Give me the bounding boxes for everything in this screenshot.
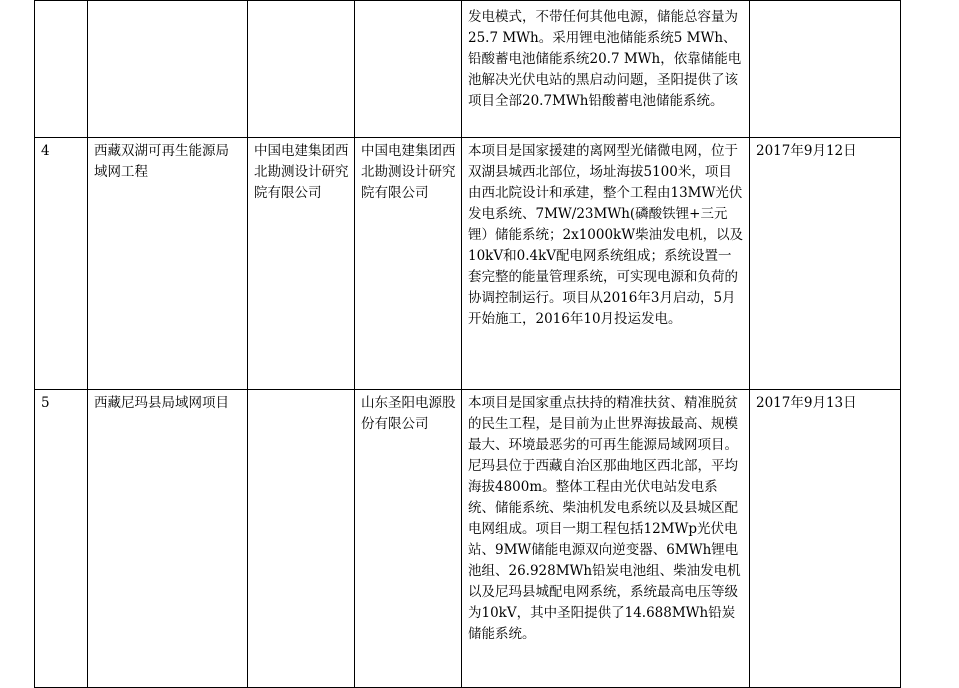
project-name-cell [88,1,248,138]
table-row [35,138,901,390]
owner-cell [248,1,355,138]
owner-cell [248,390,355,688]
date-cell: 2017年9月13日 [750,390,901,688]
description-cell: 发电模式，不带任何其他电源，储能总容量为25.7 MWh。采用锂电池储能系统5 MWh、铅酸蓄电池储能系统20.7 MWh，依靠储能电池解决光伏电站的黑启动问题，圣阳提供了该项目全部20.7MWh铅酸蓄电池储能系统。 [462,1,750,138]
description-cell: 本项目是国家重点扶持的精准扶贫、精准脱贫的民生工程，是目前为止世界海拔最高、规模最大、环境最恶劣的可再生能源局域网项目。尼玛县位于西藏自治区那曲地区西北部，平均海拔4800m。整体工程由光伏电站发电系统、储能系统、柴油机发电系统以及县城区配电网组成。项目一期工程包括12MWp光伏电站、9MW储能电源双向逆变器、6MWh锂电池组、26.928MWh铅炭电池组、柴油发电机以及尼玛县城配电网系统，系统最高电压等级为10kV，其中圣阳提供了14.688MWh铅炭储能系统。 [462,390,750,688]
contractor-cell [355,1,462,138]
project-name-cell: 西藏双湖可再生能源局域网工程 [88,138,248,390]
description-cell: 本项目是国家援建的离网型光储微电网，位于双湖县城西北部位，场址海拔5100米，项目由西北院设计和承建，整个工程由13MW光伏发电系统、7MW/23MWh(磷酸铁锂+三元锂）储能系统；2x1000kW柴油发电机，以及10kV和0.4kV配电网系统组成；系统设置一套完整的能量管理系统，可实现电源和负荷的协调控制运行。项目从2016年3月启动，5月开始施工，2016年10月投运发电。 [462,138,750,390]
date-cell [750,1,901,138]
owner-cell: 中国电建集团西北勘测设计研究院有限公司 [248,138,355,390]
row-number-cell [35,1,88,138]
project-name-cell: 西藏尼玛县局域网项目 [88,390,248,688]
table-row [35,1,901,138]
table-row [35,390,901,688]
project-table [34,0,901,688]
contractor-cell: 中国电建集团西北勘测设计研究院有限公司 [355,138,462,390]
row-number-cell: 5 [35,390,88,688]
date-cell: 2017年9月12日 [750,138,901,390]
contractor-cell: 山东圣阳电源股份有限公司 [355,390,462,688]
row-number-cell: 4 [35,138,88,390]
